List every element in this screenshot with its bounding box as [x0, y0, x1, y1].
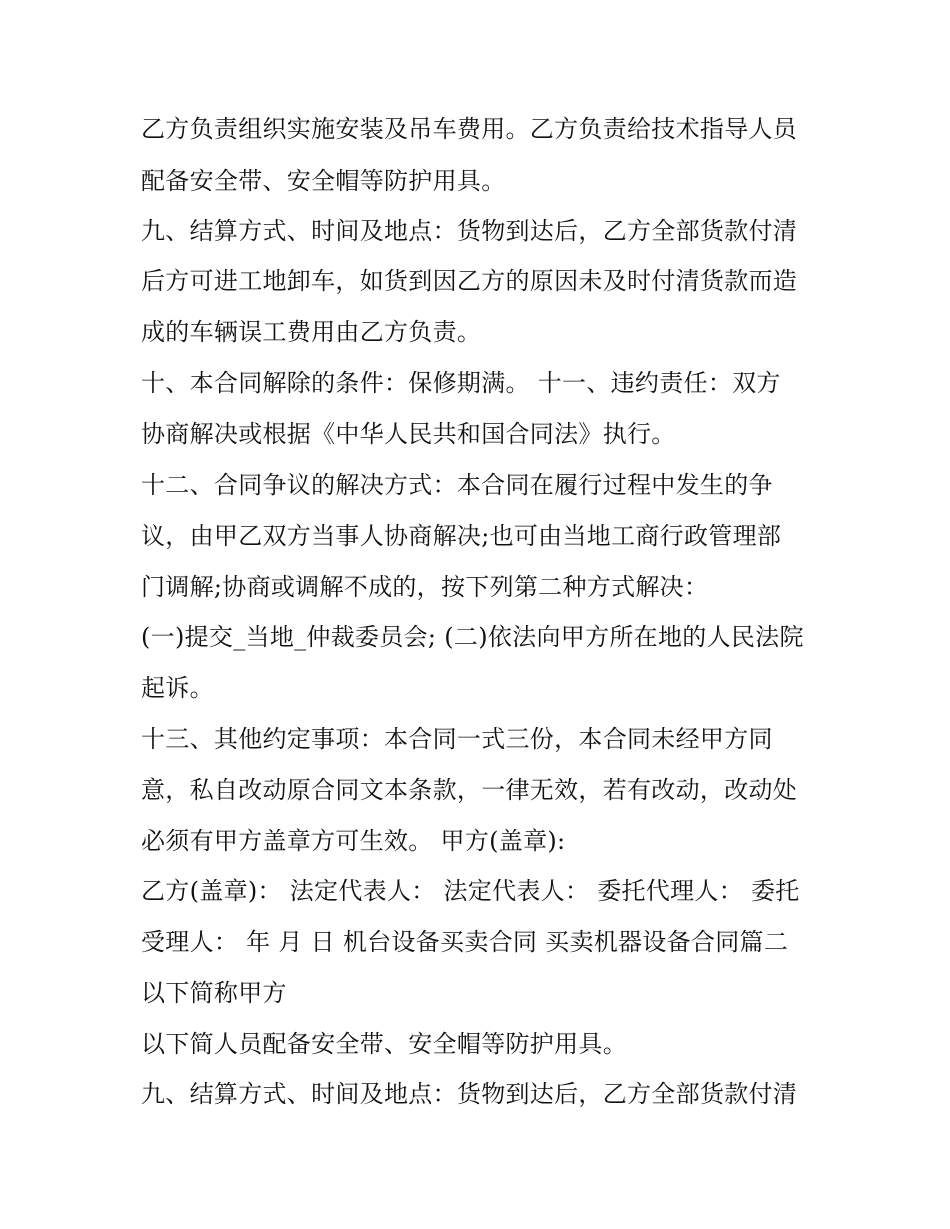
text-line: 乙方负责组织实施安装及吊车费用。乙方负责给技术指导人员	[141, 115, 798, 143]
text-line: 后方可进工地卸车，如货到因乙方的原因未及时付清货款而造	[141, 267, 798, 295]
text-line: 九、结算方式、时间及地点：货物到达后，乙方全部货款付清	[141, 1080, 798, 1108]
text-line: 十、本合同解除的条件：保修期满。 十一、违约责任：双方	[141, 369, 781, 397]
text-line: 乙方(盖章)： 法定代表人： 法定代表人： 委托代理人： 委托	[141, 877, 800, 905]
text-line: 配备安全带、安全帽等防护用具。	[141, 167, 506, 195]
text-line: 受理人： 年 月 日 机台设备买卖合同 买卖机器设备合同篇二	[141, 928, 789, 956]
text-line: 必须有甲方盖章方可生效。 甲方(盖章):	[141, 827, 566, 855]
text-line: 协商解决或根据《中华人民共和国合同法》执行。	[141, 420, 676, 448]
text-line: 起诉。	[141, 674, 214, 702]
text-line: 意，私自改动原合同文本条款，一律无效，若有改动，改动处	[141, 776, 798, 804]
text-line: 以下简称甲方	[141, 979, 287, 1007]
text-line: 九、结算方式、时间及地点：货物到达后，乙方全部货款付清	[141, 217, 798, 245]
text-line: 十三、其他约定事项：本合同一式三份，本合同未经甲方同	[141, 725, 773, 753]
text-line: 十二、合同争议的解决方式：本合同在履行过程中发生的争	[141, 471, 773, 499]
text-line: 以下简人员配备安全带、安全帽等防护用具。	[141, 1030, 627, 1058]
text-line: (一)提交_当地_仲裁委员会; (二)依法向甲方所在地的人民法院	[141, 623, 804, 651]
text-line: 成的车辆误工费用由乙方负责。	[141, 318, 482, 346]
text-line: 议，由甲乙双方当事人协商解决;也可由当地工商行政管理部	[141, 522, 782, 550]
text-line: 门调解;协商或调解不成的，按下列第二种方式解决：	[141, 573, 709, 601]
